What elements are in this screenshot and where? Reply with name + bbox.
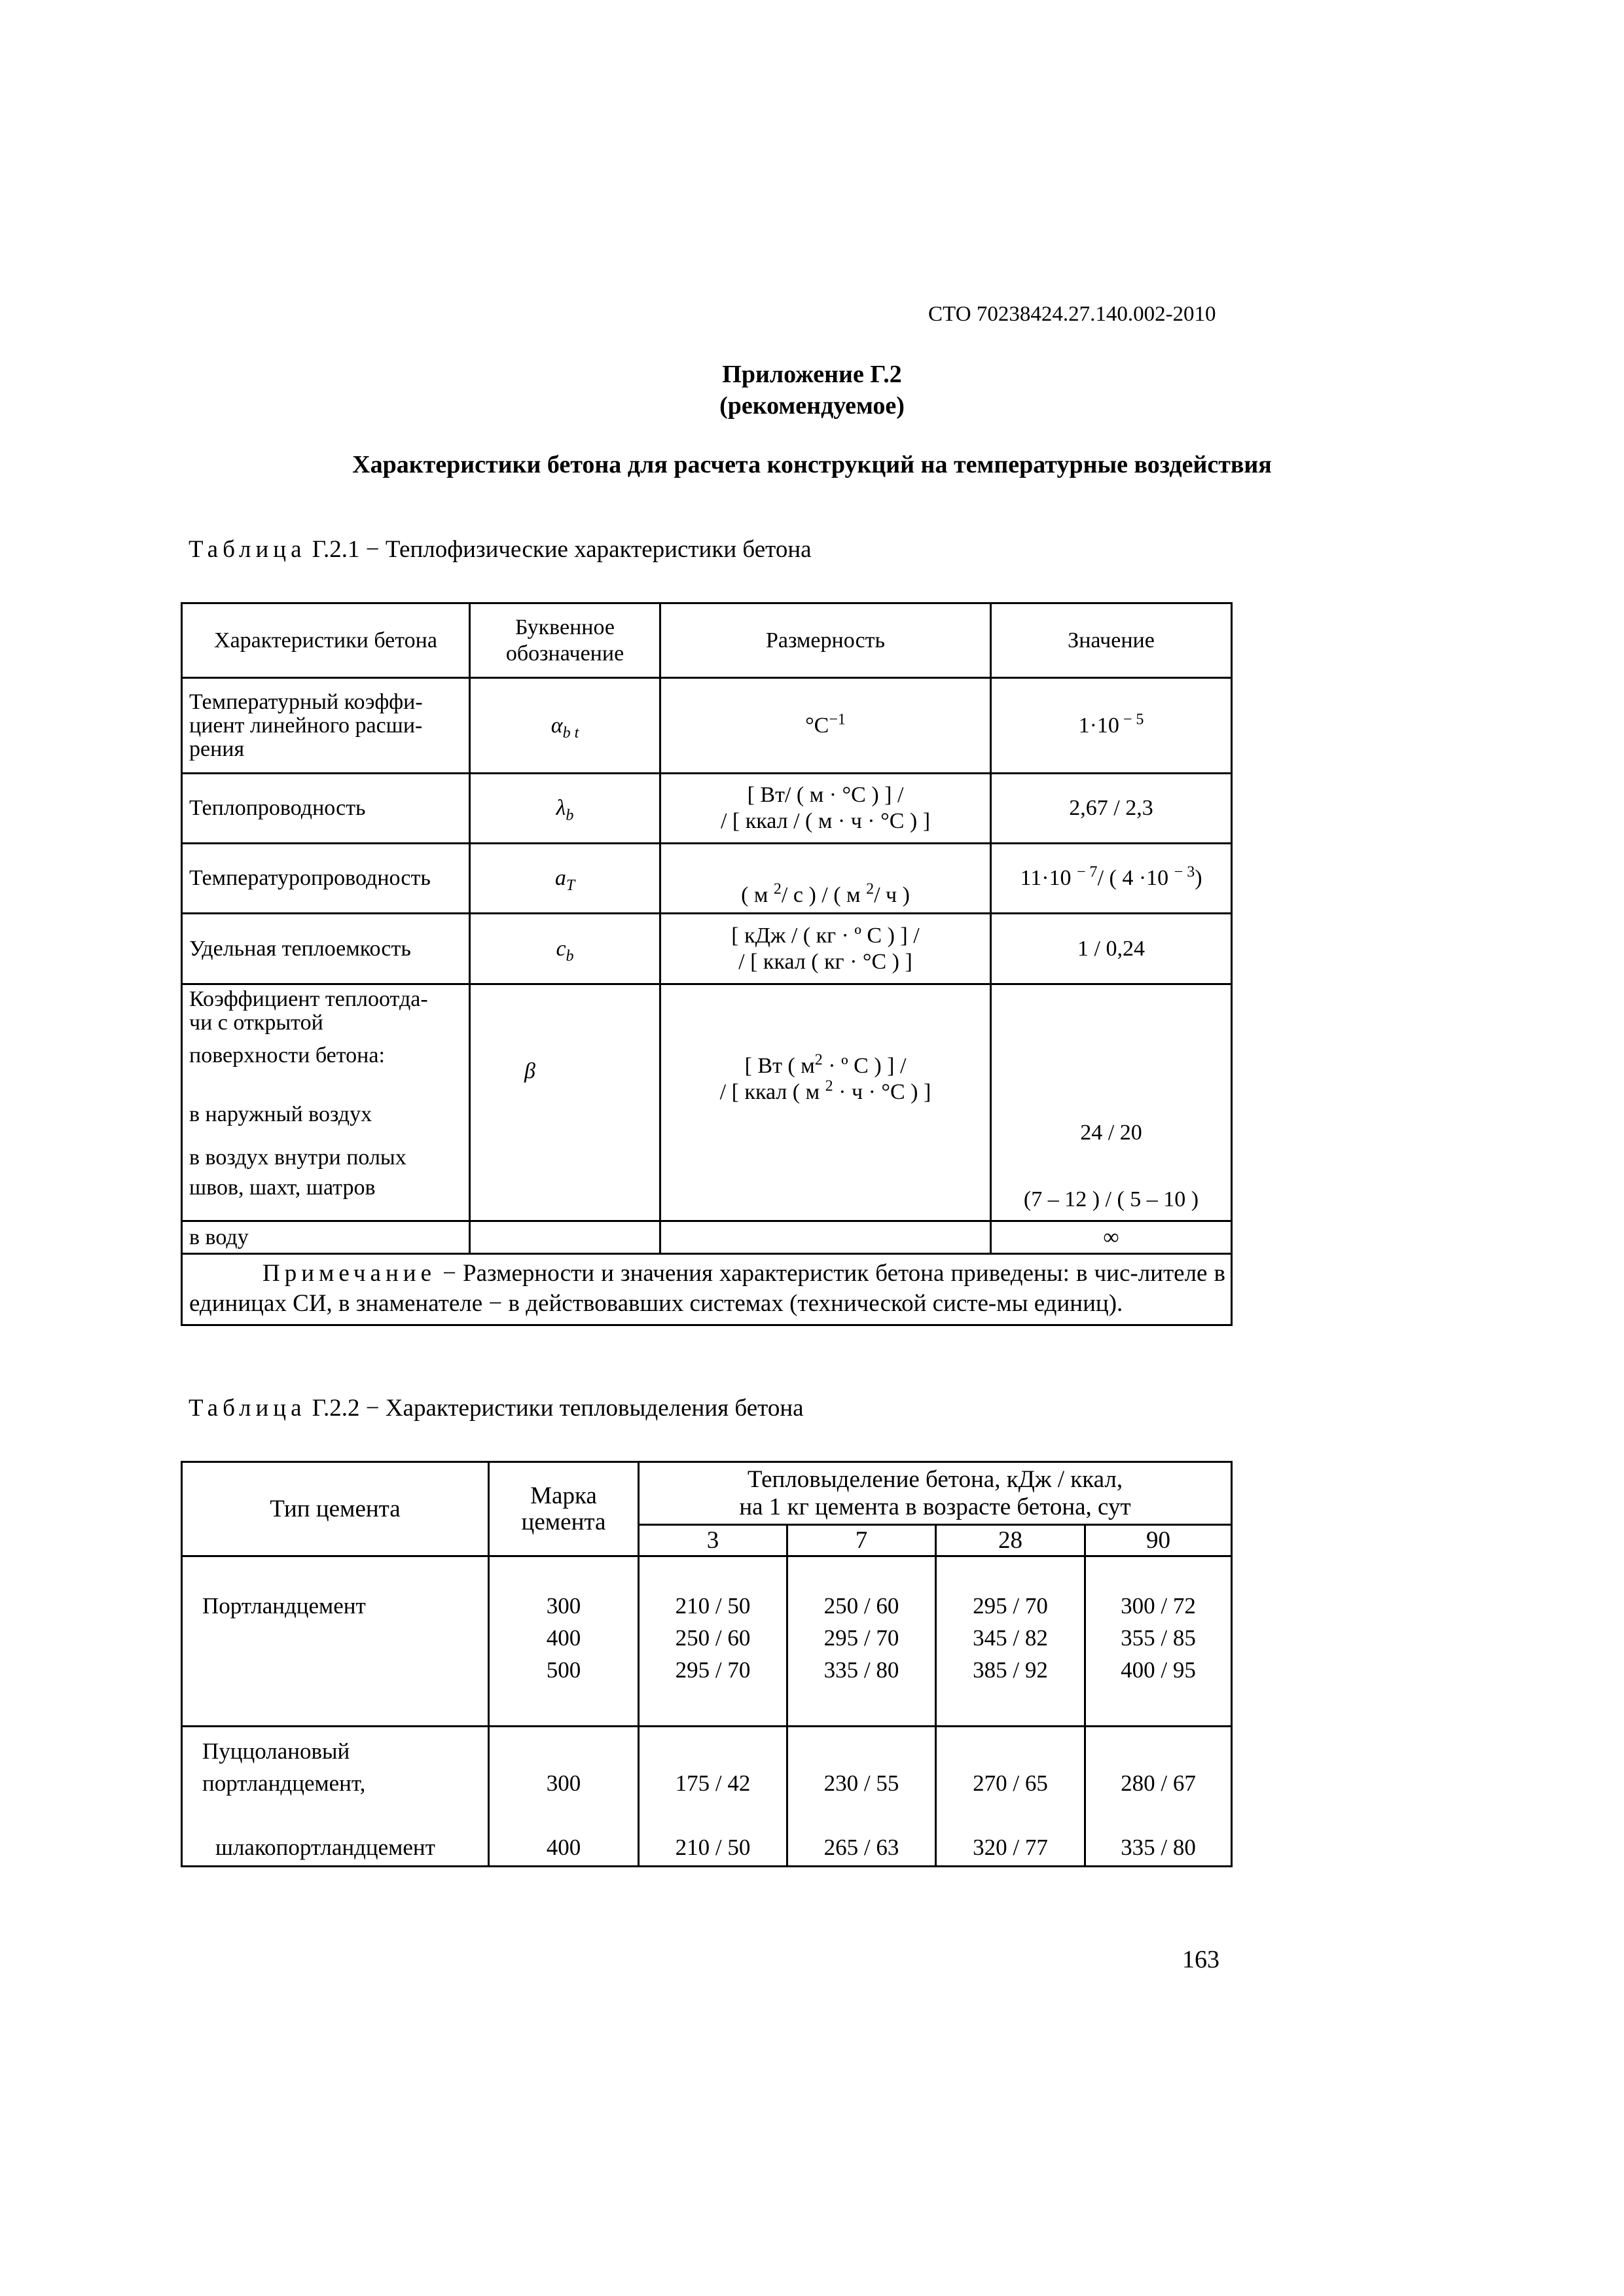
row-unit <box>660 1221 991 1254</box>
note-word: Примечание <box>262 1260 436 1287</box>
row-value: 1·10 $^{- 5}$ <box>991 678 1232 774</box>
row-value <box>991 984 1232 1221</box>
document-code: СТО 70238424.27.140.002-2010 <box>928 302 1216 326</box>
row-value: 11·10 $^{- 7}$/ ( 4 ·10 $^{- 3}$) <box>991 844 1232 914</box>
sub-row-name: в воздух внутри полых <box>189 1145 406 1170</box>
table2-caption-word: Таблица <box>189 1395 306 1422</box>
row-name: Удельная теплоемкость <box>182 914 470 984</box>
table-note <box>182 1254 1232 1325</box>
heat-values-day-90: 300 / 72 355 / 85 400 / 95 <box>1085 1556 1232 1727</box>
row-symbol: $\lambda_b$ <box>470 774 660 844</box>
row-symbol: β <box>470 984 660 1221</box>
row-symbol: $c_b$ <box>470 914 660 984</box>
table-row <box>182 774 1232 844</box>
table-header-row <box>182 1462 1232 1525</box>
table-note-row <box>182 1254 1232 1325</box>
heat-release-table <box>181 1461 1233 1867</box>
heat-values-day-28: 270 / 65 320 / 77 <box>936 1727 1085 1867</box>
row-name: Коэффициент теплоотда- чи с открытой поверхности бетона: в наружный воздух в воздух внутри полых швов, шахт, шатров <box>182 984 470 1221</box>
row-unit: $^\circ С^{-1}$ <box>660 678 991 774</box>
row-unit: [ Вт ( $м^2$ · º С ) ] / / [ ккал ( м $^2$ · ч · °С ) ] <box>660 984 991 1221</box>
heat-values-day-90: 280 / 67 335 / 80 <box>1085 1727 1232 1867</box>
heat-values-day-3: 175 / 42 210 / 50 <box>639 1727 787 1867</box>
heat-values-day-7: 230 / 55 265 / 63 <box>787 1727 936 1867</box>
header-characteristics: Характеристики бетона <box>182 603 470 678</box>
header-day: 3 <box>639 1525 787 1556</box>
section-title: Характеристики бетона для расчета конструкций на температурные воздействия <box>352 451 1272 478</box>
row-symbol <box>470 1221 660 1254</box>
row-name: Теплопроводность <box>182 774 470 844</box>
header-symbol: Буквенное обозначение <box>470 603 660 678</box>
table2-caption-text: Г.2.2 − Характеристики тепловыделения бетона <box>306 1395 804 1422</box>
sub-row-value: (7 – 12 ) / ( 5 – 10 ) <box>1023 1187 1199 1211</box>
header-cement-type: Тип цемента <box>182 1462 489 1556</box>
row-name: в воду <box>182 1221 470 1254</box>
cement-grades: 300 400 <box>489 1727 639 1867</box>
row-unit: [ кДж / ( кг · º С ) ] / / [ ккал ( кг · °С ) ] <box>660 914 991 984</box>
header-cement-grade: Марка цемента <box>489 1462 639 1556</box>
row-symbol: $a_T$ <box>470 844 660 914</box>
row-name: Температуропроводность <box>182 844 470 914</box>
table2-caption <box>189 1394 804 1422</box>
table-row <box>182 914 1232 984</box>
row-unit: ( м $^2$/ с ) / ( м $^2$/ ч ) <box>660 844 991 914</box>
cement-type: Портландцемент <box>182 1556 489 1727</box>
heat-values-day-28: 295 / 70 345 / 82 385 / 92 <box>936 1556 1085 1727</box>
appendix-heading <box>0 359 1624 422</box>
note-text: − Размерности и значения характеристик бетона приведены: в чис-лителе в единицах СИ, в знаменателе − в действовавших системах (технической систе-мы единиц). <box>189 1260 1225 1317</box>
header-dimension: Размерность <box>660 603 991 678</box>
row-value: 2,67 / 2,3 <box>991 774 1232 844</box>
header-day: 90 <box>1085 1525 1232 1556</box>
table-row <box>182 844 1232 914</box>
table1-caption-word: Таблица <box>189 536 306 563</box>
appendix-title: Приложение Г.2 <box>722 361 902 388</box>
thermal-properties-table <box>181 602 1233 1326</box>
row-value: ∞ <box>991 1221 1232 1254</box>
row-unit: [ Вт/ ( м · °С ) ] / / [ ккал / ( м · ч · °С ) ] <box>660 774 991 844</box>
row-symbol: $\alpha_{b t}$ <box>470 678 660 774</box>
table-row <box>182 1221 1232 1254</box>
heat-values-day-7: 250 / 60 295 / 70 335 / 80 <box>787 1556 936 1727</box>
heat-values-day-3: 210 / 50 250 / 60 295 / 70 <box>639 1556 787 1727</box>
table-row <box>182 1727 1232 1867</box>
table1-caption <box>189 535 812 564</box>
header-heat-release: Тепловыделение бетона, кДж / ккал, на 1 кг цемента в возрасте бетона, сут <box>639 1462 1232 1525</box>
table-header-row <box>182 603 1232 678</box>
header-day: 28 <box>936 1525 1085 1556</box>
table-row <box>182 678 1232 774</box>
cement-type: Пуццолановый портландцемент, шлакопортландцемент <box>182 1727 489 1867</box>
page-number: 163 <box>1182 1946 1219 1973</box>
header-day: 7 <box>787 1525 936 1556</box>
table1-caption-text: Г.2.1 − Теплофизические характеристики бетона <box>306 536 812 563</box>
row-name: Температурный коэффи- циент линейного расши- рения <box>182 678 470 774</box>
table-row <box>182 1556 1232 1727</box>
table-row <box>182 984 1232 1221</box>
sub-row-name: в наружный воздух <box>189 1102 372 1126</box>
appendix-subtitle: (рекомендуемое) <box>719 392 905 420</box>
cement-grades: 300 400 500 <box>489 1556 639 1727</box>
row-value: 1 / 0,24 <box>991 914 1232 984</box>
sub-row-value: 24 / 20 <box>1080 1121 1142 1145</box>
header-value: Значение <box>991 603 1232 678</box>
